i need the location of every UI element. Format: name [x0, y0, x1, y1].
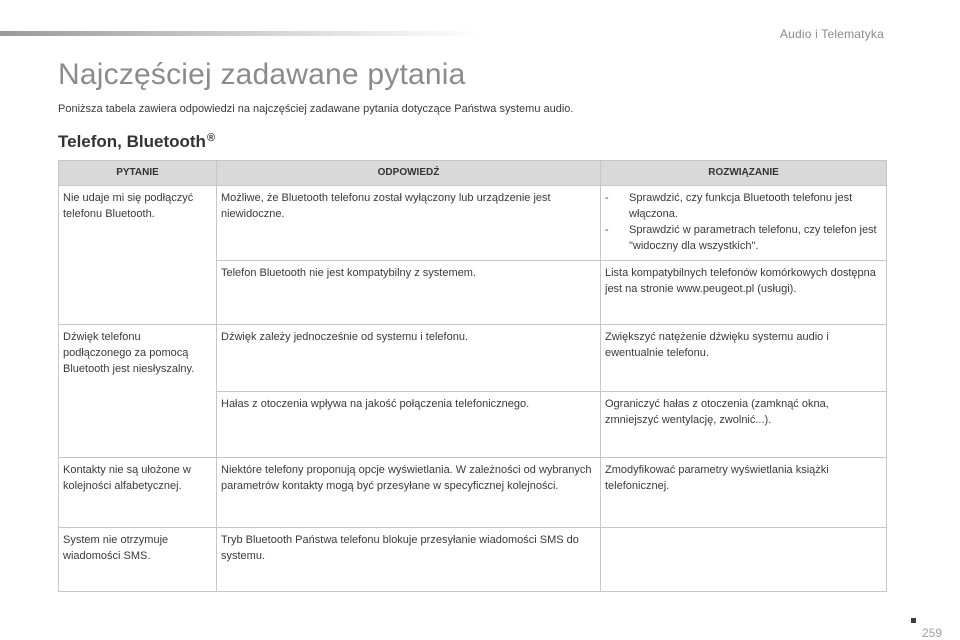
answer-cell: Tryb Bluetooth Państwa telefonu blokuje przesyłanie wiadomości SMS do systemu.	[217, 528, 601, 592]
solution-cell: Zwiększyć natężenie dźwięku systemu audio i ewentualnie telefonu.	[601, 325, 887, 392]
question-cell: Nie udaje mi się podłączyć telefonu Bluetooth.	[59, 186, 217, 325]
table-row	[59, 528, 887, 592]
question-cell: System nie otrzymuje wiadomości SMS.	[59, 528, 217, 592]
answer-cell: Hałas z otoczenia wpływa na jakość połączenia telefonicznego.	[217, 392, 601, 458]
column-header-question: PYTANIE	[59, 161, 217, 186]
answer-cell: Telefon Bluetooth nie jest kompatybilny z systemem.	[217, 261, 601, 325]
page-marker	[911, 618, 916, 623]
question-cell: Dźwięk telefonu podłączonego za pomocą Bluetooth jest niesłyszalny.	[59, 325, 217, 458]
table-header-row	[59, 161, 887, 186]
page-number: 259	[921, 626, 942, 640]
solution-cell: Lista kompatybilnych telefonów komórkowych dostępna jest na stronie www.peugeot.pl (usługi).	[601, 261, 887, 325]
solution-cell	[601, 186, 887, 261]
page-title: Najczęściej zadawane pytania	[58, 58, 466, 91]
registered-mark: ®	[206, 132, 216, 144]
section-header: Audio i Telematyka	[779, 27, 884, 41]
column-header-solution: ROZWIĄZANIE	[601, 161, 887, 186]
solution-bullet-text: Sprawdzić, czy funkcja Bluetooth telefonu jest włączona.	[629, 192, 853, 220]
intro-text: Poniższa tabela zawiera odpowiedzi na najczęściej zadawane pytania dotyczące Państwa systemu audio.	[58, 103, 574, 115]
answer-cell: Możliwe, że Bluetooth telefonu został wyłączony lub urządzenie jest niewidoczne.	[217, 186, 601, 261]
question-cell: Kontakty nie są ułożone w kolejności alfabetycznej.	[59, 458, 217, 528]
faq-table	[58, 160, 887, 592]
solution-bullet-text: Sprawdzić w parametrach telefonu, czy telefon jest "widoczny dla wszystkich".	[629, 224, 877, 252]
solution-cell: Ograniczyć hałas z otoczenia (zamknąć okna, zmniejszyć wentylację, zwolnić...).	[601, 392, 887, 458]
solution-bullet: - Sprawdzić, czy funkcja Bluetooth telefonu jest włączona.	[605, 192, 853, 220]
table-row	[59, 458, 887, 528]
header-decor-bar	[0, 31, 480, 36]
column-header-answer: ODPOWIEDŹ	[217, 161, 601, 186]
table-row	[59, 325, 887, 392]
table-row	[59, 186, 887, 261]
solution-cell	[601, 528, 887, 592]
solution-bullet: - Sprawdzić w parametrach telefonu, czy telefon jest "widoczny dla wszystkich".	[605, 224, 877, 252]
section-title-text: Telefon, Bluetooth	[58, 132, 206, 151]
section-title	[58, 132, 215, 152]
solution-cell: Zmodyfikować parametry wyświetlania książki telefonicznej.	[601, 458, 887, 528]
answer-cell: Dźwięk zależy jednocześnie od systemu i telefonu.	[217, 325, 601, 392]
answer-cell: Niektóre telefony proponują opcje wyświetlania. W zależności od wybranych parametrów kontakty mogą być przesyłane w specyficznej kolejności.	[217, 458, 601, 528]
